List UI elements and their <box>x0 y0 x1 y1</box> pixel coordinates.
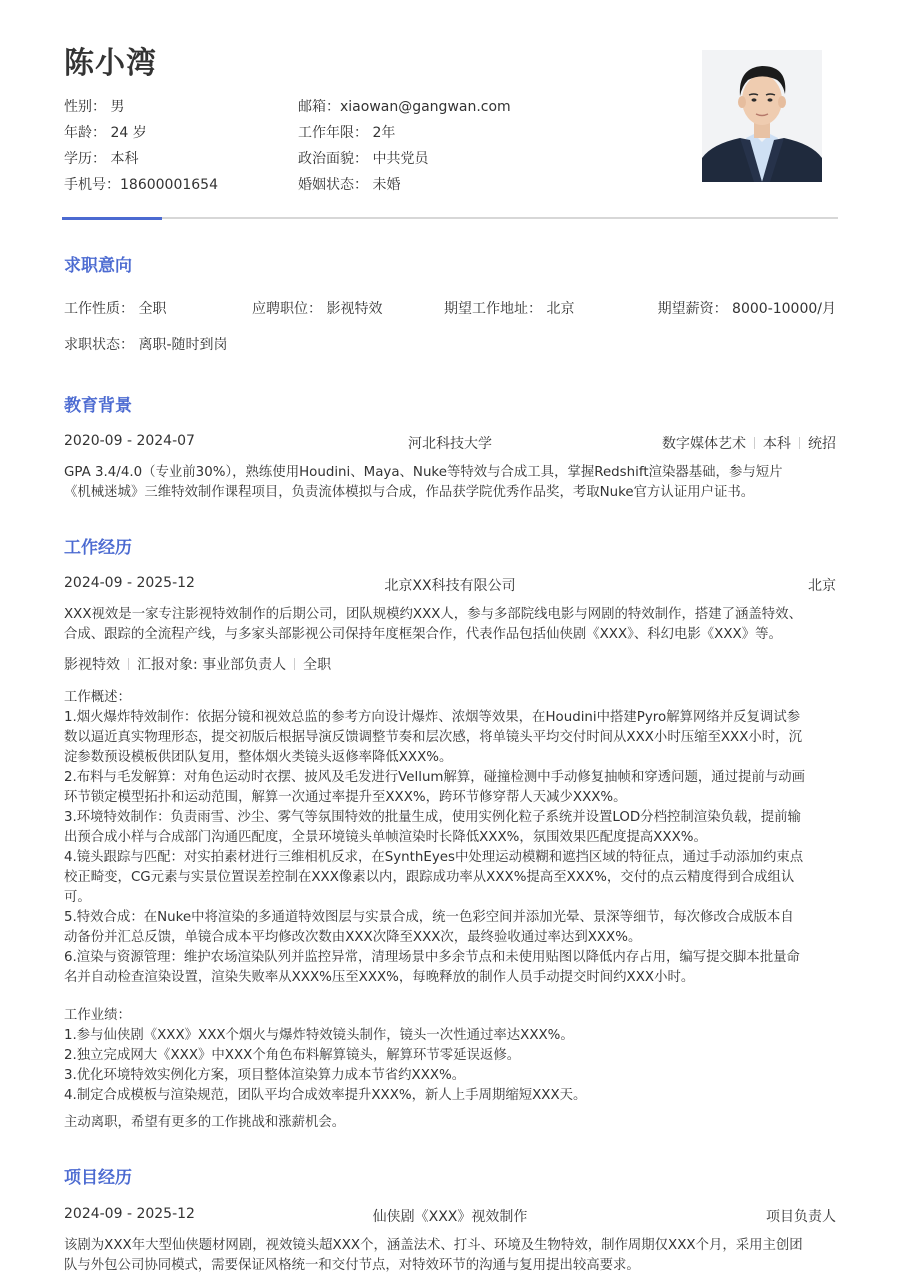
work-achievement-line: 2.独立完成网大《XXX》中XXX个角色布料解算镜头，解算环节零延误返修。 <box>64 1048 521 1063</box>
gender: 性别： 男 <box>64 99 125 115</box>
leave-reason-text: 主动离职，希望有更多的工作挑战和涨薪机会。 <box>64 1115 346 1130</box>
work-overview-line: 动备份并汇总反馈，单镜合成本平均修改次数由XXX次降至XXX次，最终验收通过率达到XXX%。 <box>64 930 642 945</box>
work-intro-line: XXX视效是一家专注影视特效制作的后期公司，团队规模约XXX人，参与多部院线电影与网剧的特效制作，搭建了涵盖特效、 <box>64 607 802 622</box>
section-title-intent: 求职意向 <box>64 256 132 276</box>
phone: 手机号：18600001654 <box>64 177 218 193</box>
work-overview-line: 1.烟火爆炸特效制作：依据分镜和视效总监的参考方向设计爆炸、浓烟等效果，在Houdini中搭建Pyro解算网络并反复调试参 <box>64 710 801 725</box>
work-report-to: 汇报对象: 事业部负责人 <box>137 657 287 673</box>
tag-separator <box>294 658 295 670</box>
work-overview-line: 名并自动检查渲染设置，渲染失败率从XXX%压至XXX%，每晚释放的制作人员手动提交时间约XXX小时。 <box>64 970 695 985</box>
work-achievement-line: 3.优化环境特效实例化方案，项目整体渲染算力成本节省约XXX%。 <box>64 1068 466 1083</box>
project-description <box>64 1236 838 1276</box>
tag-separator <box>754 437 755 449</box>
work-overview-line: 5.特效合成：在Nuke中将渲染的多通道特效图层与实景合成，统一色彩空间并添加光晕、景深等细节，每次修改合成版本自 <box>64 910 794 925</box>
work-overview-line: 2.布料与毛发解算：对角色运动时衣摆、披风及毛发进行Vellum解算，碰撞检测中手动修复抽帧和穿透问题，通过提前与动画 <box>64 770 806 785</box>
education-date: 2020-09 - 2024-07 <box>64 433 195 449</box>
education-level: 学历： 本科 <box>64 151 139 167</box>
work-overview-line: 可。 <box>64 890 91 905</box>
email: 邮箱：xiaowan@gangwan.com <box>298 99 511 115</box>
project-role: 项目负责人 <box>766 1209 836 1225</box>
work-achievements <box>64 1006 838 1106</box>
education-tags <box>662 433 836 453</box>
project-desc-line: 该剧为XXX年大型仙侠题材网剧，视效镜头超XXX个，涵盖法术、打斗、环境及生物特效，制作周期仅XXX个月，采用主创团 <box>64 1238 803 1253</box>
intent-position: 应聘职位： 影视特效 <box>252 301 383 317</box>
work-overview-line: 淀参数预设模板供团队复用，整体烟火类镜头返修率降低XXX%。 <box>64 750 453 765</box>
profile-photo <box>702 50 822 182</box>
work-overview <box>64 688 838 988</box>
education-desc-line: GPA 3.4/4.0（专业前30%），熟练使用Houdini、Maya、Nuke等特效与合成工具，掌握Redshift渲染器基础，参与短片 <box>64 465 783 480</box>
education-enrollment: 统招 <box>808 436 836 452</box>
marital-status: 婚姻状态： 未婚 <box>298 177 401 193</box>
work-date: 2024-09 - 2025-12 <box>64 575 195 591</box>
intent-status: 求职状态： 离职-随时到岗 <box>64 337 228 353</box>
section-title-work: 工作经历 <box>64 538 132 558</box>
work-achievement-line: 1.参与仙侠剧《XXX》XXX个烟火与爆炸特效镜头制作，镜头一次性通过率达XXX%。 <box>64 1028 574 1043</box>
education-school: 河北科技大学 <box>408 436 492 452</box>
tag-separator <box>128 658 129 670</box>
avatar-icon <box>702 50 822 182</box>
education-major: 数字媒体艺术 <box>662 436 746 452</box>
section-title-education: 教育背景 <box>64 396 132 416</box>
work-company: 北京XX科技有限公司 <box>384 578 516 594</box>
project-desc-line: 队与外包公司协同模式，需要保证风格统一和交付节点，对特效环节的沟通与复用提出较高要求。 <box>64 1258 640 1273</box>
divider-accent <box>62 217 162 220</box>
work-achievements-label: 工作业绩： <box>64 1008 131 1023</box>
work-field: 影视特效 <box>64 657 120 673</box>
political-status: 政治面貌： 中共党员 <box>298 151 429 167</box>
section-title-project: 项目经历 <box>64 1168 132 1188</box>
work-overview-line: 数以逼近真实物理形态，提交初版后根据导演反馈调整节奏和层次感，将单镜头平均交付时间从XXX小时压缩至XXX小时，沉 <box>64 730 802 745</box>
project-name: 仙侠剧《XXX》视效制作 <box>372 1209 528 1225</box>
work-overview-line: 4.镜头跟踪与匹配：对实拍素材进行三维相机反求，在SynthEyes中处理运动模糊和遮挡区域的特征点，通过手动添加约束点 <box>64 850 804 865</box>
work-company-intro <box>64 605 838 645</box>
education-degree: 本科 <box>763 436 791 452</box>
work-overview-line: 校正畸变，CG元素与实景位置误差控制在XXX像素以内，跟踪成功率从XXX%提高至XXX%，交付的点云精度得到合成组认 <box>64 870 795 885</box>
intent-salary: 期望薪资： 8000-10000/月 <box>657 301 836 317</box>
education-description <box>64 463 838 503</box>
work-overview-line: 出预合成小样与合成部门沟通匹配度，全景环境镜头单帧渲染时长降低XXX%，氛围效果匹配度提高XXX%。 <box>64 830 707 845</box>
project-date: 2024-09 - 2025-12 <box>64 1206 195 1222</box>
work-city: 北京 <box>808 578 836 594</box>
intent-location: 期望工作地址： 北京 <box>444 301 575 317</box>
age: 年龄： 24 岁 <box>64 125 147 141</box>
work-type: 全职 <box>303 657 332 673</box>
work-achievement-line: 4.制定合成模板与渲染规范，团队平均合成效率提升XXX%，新人上手周期缩短XXX天。 <box>64 1088 587 1103</box>
work-overview-line: 环节锁定模型拓扑和运动范围，解算一次通过率提升至XXX%，跨环节修穿帮人天减少XXX%。 <box>64 790 627 805</box>
tag-separator <box>799 437 800 449</box>
header-divider <box>62 217 838 219</box>
candidate-name: 陈小湾 <box>64 46 157 81</box>
work-overview-line: 3.环境特效制作：负责雨雪、沙尘、雾气等氛围特效的批量生成，使用实例化粒子系统并设置LOD分档控制渲染负载，提前输 <box>64 810 801 825</box>
education-desc-line: 《机械迷城》三维特效制作课程项目，负责流体模拟与合成，作品获学院优秀作品奖，考取Nuke官方认证用户证书。 <box>64 485 755 500</box>
work-leave-reason <box>64 1113 838 1133</box>
work-years: 工作年限： 2年 <box>298 125 396 141</box>
intent-type: 工作性质： 全职 <box>64 301 167 317</box>
work-overview-label: 工作概述： <box>64 690 131 705</box>
work-overview-line: 6.渲染与资源管理：维护农场渲染队列并监控异常，清理场景中多余节点和未使用贴图以降低内存占用，编写提交脚本批量命 <box>64 950 800 965</box>
work-intro-line: 合成、跟踪的全流程产线，与多家头部影视公司保持年度框架合作，代表作品包括仙侠剧《XXX》、科幻电影《XXX》等。 <box>64 627 782 642</box>
work-tags <box>64 654 331 674</box>
